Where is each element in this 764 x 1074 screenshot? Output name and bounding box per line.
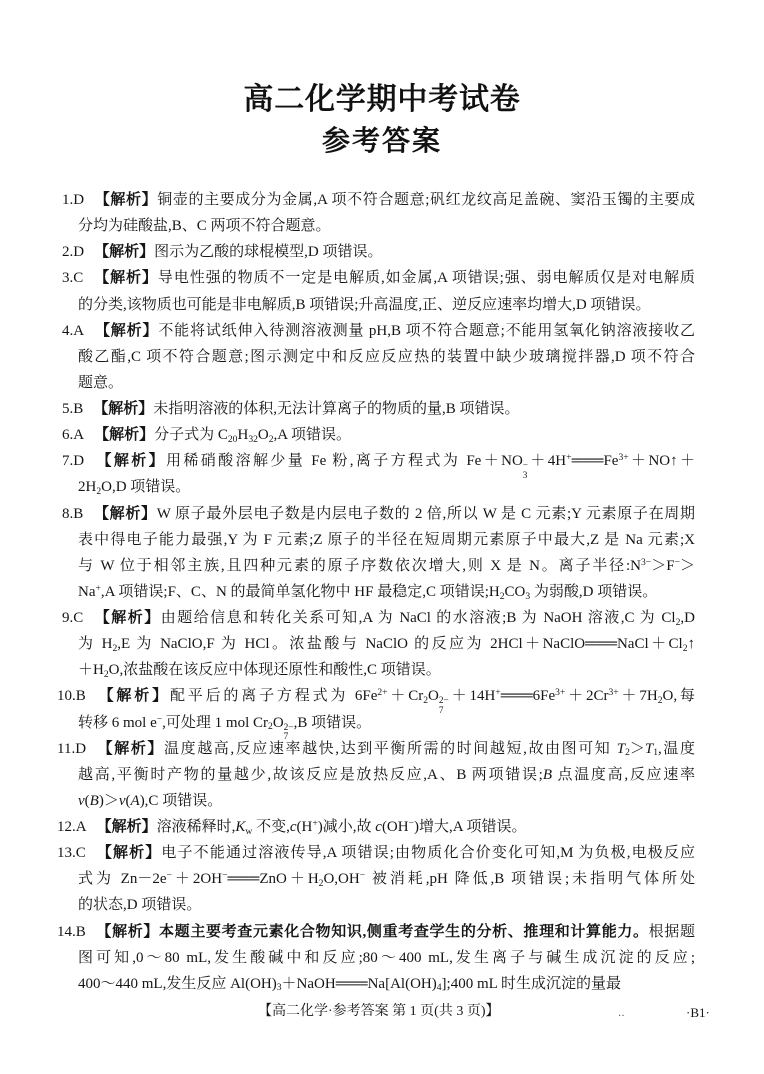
subscript: 3 <box>276 982 282 994</box>
answer-list <box>57 187 695 997</box>
answer-text: 由题给信息和转化关系可知,A 为 NaCl 的水溶液;B 为 NaOH 溶液,C 为 Cl <box>160 610 676 626</box>
subscript: 2 <box>112 642 118 654</box>
subscript: 2 <box>268 433 274 445</box>
superscript: + <box>312 818 318 830</box>
answer-item-6 <box>62 422 695 448</box>
answer-text: 的分类,该物质也可能是非电解质,B 项错误;升高温度,正、逆反应速率均增大,D 项错误。 <box>78 296 651 313</box>
superscript: + <box>95 582 101 594</box>
subscript: 2 <box>657 695 663 707</box>
answer-choice: D <box>73 244 85 261</box>
answer-text: 400～440 mL,发生反应 Al(OH) <box>78 975 277 992</box>
answer-choice: A <box>73 322 85 339</box>
answer-text: CO <box>504 583 526 600</box>
answer-text: 溶液稀释时, <box>156 819 236 835</box>
subscript: 32 <box>248 433 258 445</box>
answer-text: ＋14H <box>448 688 496 705</box>
answer-item-14 <box>57 919 695 997</box>
answer-choice: C <box>73 270 84 287</box>
superscript: 3+ <box>618 452 629 464</box>
superscript: − <box>156 713 163 725</box>
answer-text: ＞ <box>629 740 645 757</box>
answer-text: O,OH <box>323 871 360 888</box>
answer-text: 不变, <box>252 819 290 835</box>
answer-text: 越高,平衡时产物的量越少,故该反应是放热反应,A、B 两项错误; <box>78 766 543 783</box>
answer-number: 2. <box>62 244 74 261</box>
answer-choice: D <box>73 453 85 470</box>
answer-text: ＋Cr <box>387 688 424 705</box>
answer-line <box>78 945 695 971</box>
answer-choice: C <box>73 610 84 626</box>
answer-number: 5. <box>62 401 74 417</box>
answer-text: 根据题 <box>648 923 695 940</box>
answer-item-8 <box>62 501 695 606</box>
subscript: 7 <box>438 705 444 716</box>
subscript: 2 <box>268 721 273 733</box>
answer-text: 分均为硅酸盐,B、C 两项不符合题意。 <box>78 218 331 235</box>
answer-item-13 <box>57 840 695 918</box>
italic-symbol: T <box>616 740 626 757</box>
answer-item-4 <box>62 318 695 396</box>
answer-text: 图示为乙酸的球棍模型,D 项错误。 <box>154 244 383 261</box>
analysis-label: 【解析】 <box>95 688 170 705</box>
answer-text: 分子式为 C <box>154 427 228 444</box>
superscript: 3+ <box>555 687 566 699</box>
answer-item-3 <box>62 265 695 317</box>
italic-symbol: K <box>235 819 246 835</box>
superscript: 2+ <box>377 687 388 699</box>
answer-text: 不能将试纸伸入待测溶液测量 pH,B 项不符合题意;不能用氢氧化钠溶液接收乙 <box>158 322 695 339</box>
answer-line <box>62 605 695 631</box>
answer-number: 14. <box>57 923 76 940</box>
answer-line <box>78 710 695 742</box>
answer-text: 酸乙酯,C 项不符合题意;图示测定中和反应反应热的装置中缺少玻璃搅拌器,D 项不符合 <box>78 348 695 365</box>
footer-page-info: 【高二化学·参考答案 第 1 页(共 3 页)】 <box>258 1004 500 1019</box>
answer-text: ( <box>125 792 131 809</box>
analysis-label: 【解析】 <box>94 322 159 339</box>
answer-text: 2H <box>78 479 97 496</box>
superscript: − <box>222 870 228 882</box>
answer-line <box>62 448 695 481</box>
footer-code: ·B1· <box>686 1005 710 1020</box>
answer-item-10 <box>57 683 695 742</box>
italic-symbol: B <box>89 792 99 809</box>
subscript: 2 <box>625 747 630 759</box>
italic-symbol: c <box>289 819 297 835</box>
answer-text: O,D 项错误。 <box>101 479 191 496</box>
superscript: 3− <box>641 556 652 568</box>
subscript: 3 <box>522 470 528 481</box>
answer-text: (OH <box>381 819 409 835</box>
answer-text: ,温度 <box>658 740 695 757</box>
answer-text: ＋7H <box>618 688 658 705</box>
answer-text: ═══Fe <box>571 453 619 470</box>
answer-line <box>78 527 695 553</box>
answer-text: 题意。 <box>78 374 124 391</box>
answer-item-5 <box>62 396 695 422</box>
subscript: w <box>245 825 253 837</box>
superscript: 2− <box>283 722 294 733</box>
analysis-label: 【解析】 <box>96 819 157 835</box>
analysis-label: 【解析】 <box>95 845 162 862</box>
answer-text: ＋2OH <box>171 871 223 888</box>
analysis-label: 【解析】 <box>93 610 161 626</box>
footer-mark: ‥ <box>618 1008 625 1019</box>
answer-line <box>62 239 695 265</box>
answer-item-12 <box>57 814 695 840</box>
subscript: 2 <box>682 642 688 654</box>
answer-number: 9. <box>62 610 74 626</box>
answer-text: ＞ <box>679 557 695 574</box>
answer-number: 10. <box>57 688 76 705</box>
answer-text: O <box>272 714 284 731</box>
answer-line <box>62 501 695 527</box>
answer-text: O <box>257 427 269 444</box>
answer-text: ═══ZnO＋H <box>227 871 319 888</box>
superscript: 3+ <box>608 687 619 699</box>
subscript: 2 <box>675 616 681 628</box>
answer-line <box>78 971 695 997</box>
italic-symbol: v <box>118 792 126 809</box>
answer-text: O,浓盐酸在该反应中体现还原性和酸性,C 项错误。 <box>108 662 441 679</box>
italic-symbol: B <box>542 766 553 783</box>
answer-text: )增大,A 项错误。 <box>414 819 527 835</box>
answer-number: 3. <box>62 270 74 287</box>
answer-text: ];400 mL 时生成沉淀的量最 <box>441 975 621 992</box>
answer-number: 4. <box>62 322 74 339</box>
answer-choice: C <box>75 845 86 862</box>
analysis-label: 【解析】 <box>96 740 165 757</box>
subsup-group <box>439 697 449 716</box>
answer-text: 式为 Zn－2e <box>78 871 167 888</box>
answer-line <box>57 814 695 840</box>
analysis-label: 【解析】 <box>95 923 160 940</box>
answer-text: ,B 项错误。 <box>293 714 372 731</box>
answer-text: ＞F <box>651 557 675 574</box>
answer-line <box>57 840 695 866</box>
answer-number: 12. <box>57 819 76 835</box>
superscript: − <box>674 556 680 568</box>
subscript: 4 <box>436 982 442 994</box>
answer-choice: B <box>75 688 86 705</box>
answer-text: 温度越高,反应速率越快,达到平衡所需的时间越短,故由图可知 <box>164 740 617 757</box>
answer-choice: B <box>73 505 84 522</box>
answer-text: O <box>428 688 439 705</box>
answer-line <box>78 892 695 918</box>
superscript: − <box>522 461 529 472</box>
answer-line <box>78 213 695 239</box>
answer-line <box>78 657 695 683</box>
subscript: 7 <box>283 731 289 742</box>
answer-line <box>57 683 695 716</box>
subscript: 2 <box>96 486 102 498</box>
answer-text: 转移 6 mol e <box>78 714 157 731</box>
answer-item-9 <box>62 605 695 683</box>
answer-line <box>62 265 695 291</box>
emphasis-text: 本题主要考查元素化合物知识,侧重考查学生的分析、推理和计算能力。 <box>159 923 649 940</box>
answer-text: ↑ <box>687 636 695 653</box>
answer-text: Na <box>78 583 96 600</box>
answer-line <box>78 344 695 370</box>
answer-text: 未指明溶液的体积,无法计算离子的物质的量,B 项错误。 <box>153 401 520 417</box>
answer-text: 为弱酸,D 项错误。 <box>530 583 658 600</box>
answer-text: 电子不能通过溶液传导,A 项错误;由物质化合价变化可知,M 为负极,电极反应 <box>161 845 695 862</box>
answer-text: 导电性强的物质不一定是电解质,如金属,A 项错误;强、弱电解质仅是对电解质 <box>157 270 695 287</box>
answer-text: ( <box>84 792 90 809</box>
answer-line <box>78 370 695 396</box>
answer-choice: B <box>75 923 86 940</box>
answer-text: W 原子最外层电子数是内层电子数的 2 倍,所以 W 是 C 元素;Y 元素原子在周期 <box>156 505 695 522</box>
answer-line <box>78 788 695 814</box>
answer-text: ,E 为 NaClO,F 为 HCl。浓盐酸与 NaClO 的反应为 2HCl＋NaClO═══NaCl＋Cl <box>117 636 683 653</box>
answer-number: 8. <box>62 505 74 522</box>
exam-title: 高二化学期中考试卷 <box>243 82 521 117</box>
superscript: − <box>359 870 366 882</box>
answer-line <box>57 736 695 762</box>
answer-line <box>62 396 695 422</box>
analysis-label: 【解析】 <box>93 505 157 522</box>
answer-number: 6. <box>62 427 74 444</box>
answer-text: ＋2Cr <box>565 688 609 705</box>
answer-line <box>62 422 695 448</box>
italic-symbol: v <box>78 792 85 809</box>
answer-text: ,A 项错误;F、C、N 的最简单氢化物中 HF 最稳定,C 项错误;H <box>100 583 500 600</box>
superscript: + <box>566 452 572 464</box>
answer-choice: A <box>75 819 87 835</box>
superscript: 2− <box>438 696 449 707</box>
answer-number: 1. <box>62 192 74 208</box>
answer-choice: B <box>73 401 84 417</box>
answer-text: 的状态,D 项错误。 <box>78 897 202 914</box>
subscript: 20 <box>227 433 238 445</box>
analysis-label: 【解析】 <box>94 244 155 261</box>
answer-key-title: 参考答案 <box>321 124 442 157</box>
answer-text: )＞ <box>98 792 119 809</box>
subscript: 1 <box>653 747 659 759</box>
superscript: + <box>495 687 501 699</box>
analysis-label: 【解析】 <box>93 401 154 417</box>
answer-item-1 <box>62 187 695 239</box>
italic-symbol: T <box>644 740 654 757</box>
answer-item-2 <box>62 239 695 265</box>
answer-text: O,每 <box>662 688 695 705</box>
answer-text: 配平后的离子方程式为 6Fe <box>169 688 378 705</box>
answer-text: 图可知,0～80 mL,发生酸碱中和反应;80～400 mL,发生离子与碱生成沉淀的反应; <box>78 949 695 966</box>
answer-line <box>78 579 695 605</box>
answer-choice: D <box>75 740 87 757</box>
answer-line <box>57 919 695 945</box>
italic-symbol: A <box>130 792 140 809</box>
answer-line <box>78 631 695 657</box>
subscript: 2 <box>318 877 324 889</box>
answer-line <box>62 318 695 344</box>
answer-line <box>78 553 695 579</box>
answer-text: ＋NaOH═══Na[Al(OH) <box>281 975 437 992</box>
answer-choice: A <box>73 427 85 444</box>
superscript: − <box>408 818 415 830</box>
answer-text: 表中得电子能力最强,Y 为 F 元素;Z 原子的半径在短周期元素原子中最大,Z 是 Na 元素;X <box>78 531 695 548</box>
superscript: − <box>166 870 172 882</box>
analysis-label: 【解析】 <box>94 192 158 208</box>
answer-number: 13. <box>57 845 76 862</box>
answer-text: 点温度高,反应速率 <box>552 766 695 783</box>
answer-text: 为 H <box>78 636 113 653</box>
answer-item-11 <box>57 736 695 814</box>
answer-number: 7. <box>62 453 74 470</box>
answer-line <box>78 762 695 788</box>
answer-text: ),C 项错误。 <box>139 792 223 809</box>
answer-line <box>62 187 695 213</box>
italic-symbol: c <box>375 819 382 835</box>
answer-line <box>78 470 695 500</box>
subscript: 3 <box>525 590 531 602</box>
answer-text: ═══6Fe <box>500 688 556 705</box>
answer-text: ＋4H <box>528 453 567 470</box>
answer-choice: D <box>73 192 85 208</box>
answer-item-7 <box>62 448 695 500</box>
answer-text: ,D <box>680 610 695 626</box>
analysis-label: 【解析】 <box>94 453 167 470</box>
subscript: 2 <box>103 668 109 680</box>
answer-line <box>78 292 695 318</box>
answer-text: ＋H <box>78 662 104 679</box>
answer-line <box>78 866 695 892</box>
analysis-label: 【解析】 <box>94 427 155 444</box>
answer-text: (H <box>296 819 313 835</box>
answer-text: 被消耗,pH 降低,B 项错误;未指明气体所处 <box>365 871 695 888</box>
analysis-label: 【解析】 <box>93 270 158 287</box>
answer-text: )减小,故 <box>317 819 376 835</box>
answer-text: H <box>237 427 249 444</box>
answer-text: 与 W 位于相邻主族,且四种元素的原子序数依次增大,则 X 是 N。离子半径:N <box>78 557 641 574</box>
answer-text: ＋NO↑＋ <box>628 453 695 470</box>
answer-number: 11. <box>57 740 76 757</box>
subscript: 2 <box>423 695 429 707</box>
subscript: 2 <box>499 590 505 602</box>
answer-text: ,可处理 1 mol Cr <box>162 714 269 731</box>
answer-text: 铜壶的主要成分为金属,A 项不符合题意;矾红龙纹高足盖碗、窦沿玉镯的主要成 <box>157 192 695 208</box>
answer-text: 用稀硝酸溶解少量 Fe 粉,离子方程式为 Fe＋NO <box>166 453 523 470</box>
answer-text: ,A 项错误。 <box>273 427 352 444</box>
